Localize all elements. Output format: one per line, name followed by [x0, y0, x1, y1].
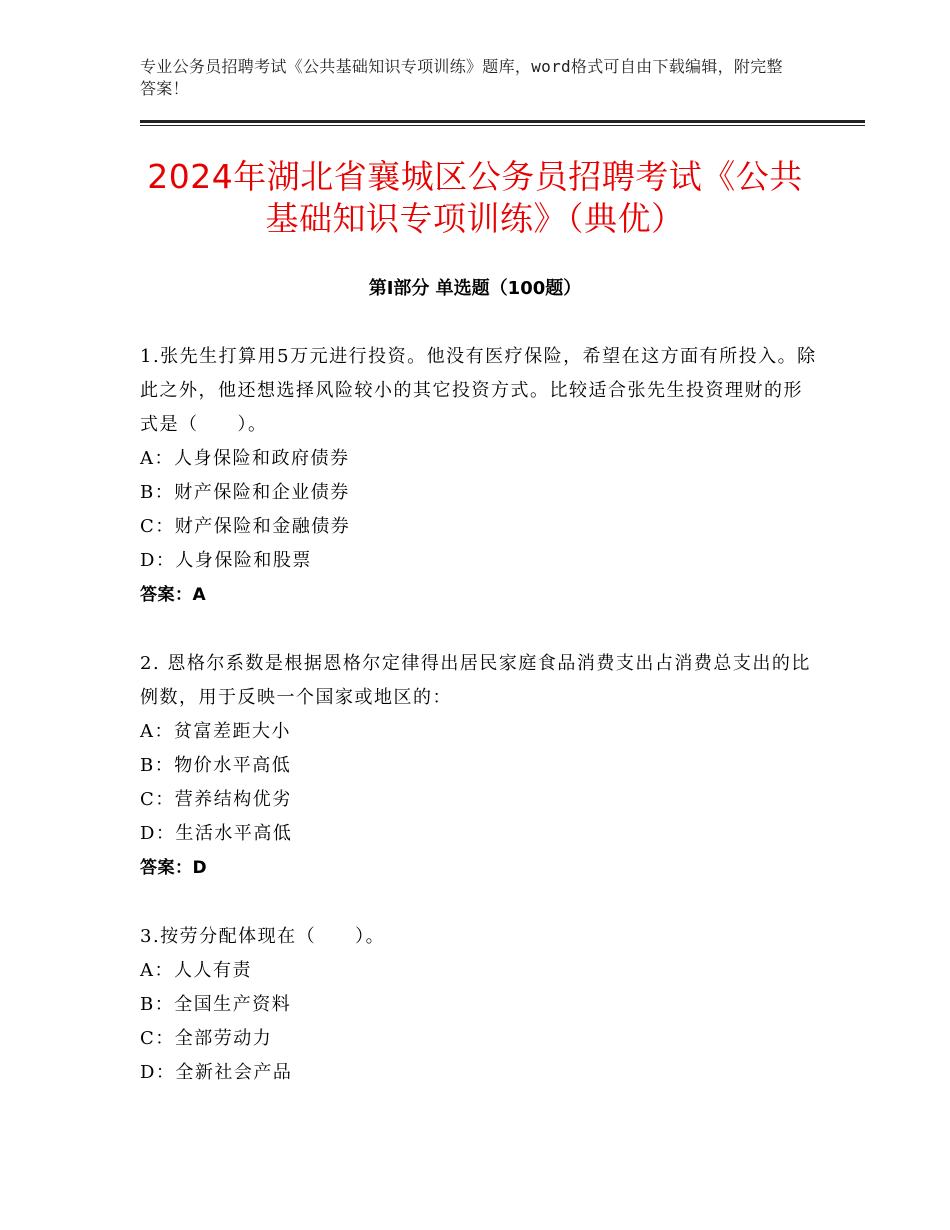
option-b: B：全国生产资料 — [140, 994, 292, 1015]
question-stem: 1.张先生打算用5万元进行投资。他没有医疗保险，希望在这方面有所投入。除此之外，他还想选择风险较小的其它投资方式。比较适合张先生投资理财的形式是（ ）。 — [140, 346, 817, 435]
question-2 — [140, 647, 820, 885]
option-c: C：营养结构优劣 — [140, 789, 292, 810]
option-a: A：人人有责 — [140, 960, 252, 981]
header-divider-thick — [140, 120, 865, 123]
option-d: D：人身保险和股票 — [140, 550, 312, 571]
document-title-line-1: 2024年湖北省襄城区公务员招聘考试《公共 — [147, 157, 803, 196]
question-stem: 2. 恩格尔系数是根据恩格尔定律得出居民家庭食品消费支出占消费总支出的比例数，用于反映一个国家或地区的： — [140, 653, 811, 708]
option-a: A：人身保险和政府债券 — [140, 448, 350, 469]
option-a: A：贫富差距大小 — [140, 721, 291, 742]
header-divider-thin — [140, 125, 865, 126]
section-heading: 第Ⅰ部分 单选题（100题） — [368, 278, 582, 299]
option-d: D：生活水平高低 — [140, 823, 293, 844]
option-c: C：全部劳动力 — [140, 1028, 273, 1049]
option-d: D：全新社会产品 — [140, 1062, 293, 1083]
option-c: C：财产保险和金融债券 — [140, 516, 351, 537]
header-note: 专业公务员招聘考试《公共基础知识专项训练》题库，word格式可自由下载编辑，附完整答案！ — [140, 57, 783, 98]
answer: 答案：D — [140, 858, 208, 878]
document-title — [100, 156, 850, 240]
question-stem: 3.按劳分配体现在（ ）。 — [140, 926, 386, 947]
question-1 — [140, 340, 820, 612]
document-title-line-2: 基础知识专项训练》（典优） — [265, 199, 685, 238]
option-b: B：财产保险和企业债券 — [140, 482, 350, 503]
question-3 — [140, 920, 820, 1090]
option-b: B：物价水平高低 — [140, 755, 292, 776]
answer: 答案：A — [140, 585, 207, 605]
